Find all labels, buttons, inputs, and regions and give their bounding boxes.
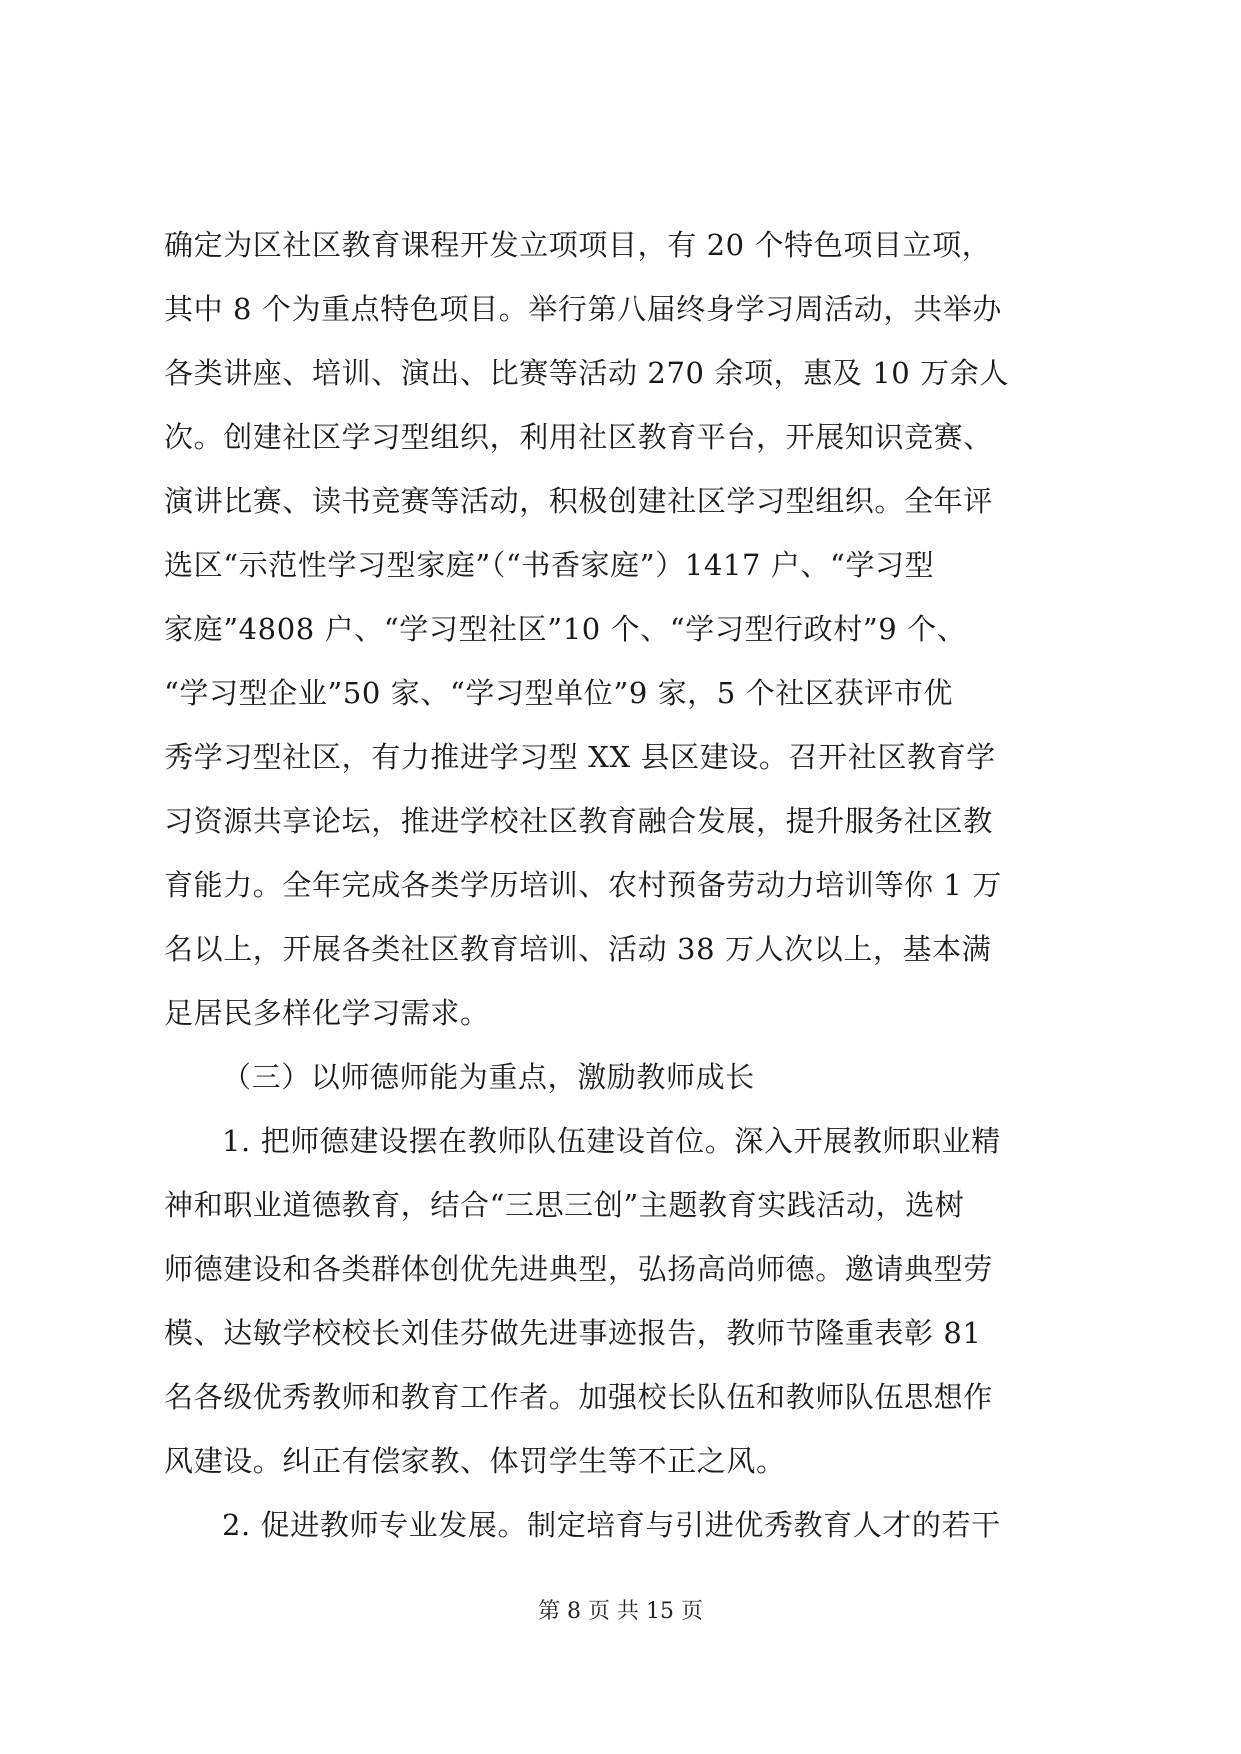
text-line: 名各级优秀教师和教育工作者。加强校长队伍和教师队伍思想作 <box>164 1380 993 1414</box>
text-line: 足居民多样化学习需求。 <box>164 996 490 1030</box>
text-line: 师德建设和各类群体创优先进典型，弘扬高尚师德。邀请典型劳 <box>164 1252 993 1286</box>
text-line: 确定为区社区教育课程开发立项项目，有 20 个特色项目立项， <box>164 228 992 262</box>
text-line: 次。创建社区学习型组织，利用社区教育平台，开展知识竞赛、 <box>164 420 993 454</box>
text-line: 风建设。纠正有偿家教、体罚学生等不正之风。 <box>164 1444 786 1478</box>
text-line: 其中 8 个为重点特色项目。举行第八届终身学习周活动，共举办 <box>164 292 1002 326</box>
text-line: 秀学习型社区，有力推进学习型 XX 县区建设。召开社区教育学 <box>164 740 996 774</box>
page-number-footer: 第 8 页 共 15 页 <box>538 1599 703 1624</box>
text-line: 各类讲座、培训、演出、比赛等活动 270 余项，惠及 10 万余人 <box>164 356 1009 390</box>
text-line: 神和职业道德教育，结合“三思三创”主题教育实践活动，选树 <box>164 1188 965 1222</box>
section-heading: （三）以师德师能为重点，激励教师成长 <box>222 1060 755 1094</box>
text-line: “学习型企业”50 家、“学习型单位”9 家，5 个社区获评市优 <box>164 676 953 710</box>
paragraph-first-line: 2. 促进教师专业发展。制定培育与引进优秀教育人才的若干 <box>222 1508 1001 1542</box>
paragraph-first-line: 1. 把师德建设摆在教师队伍建设首位。深入开展教师职业精 <box>222 1124 1001 1158</box>
text-line: 习资源共享论坛，推进学校社区教育融合发展，提升服务社区教 <box>164 804 993 838</box>
text-line: 选区“示范性学习型家庭”（“书香家庭”）1417 户、“学习型 <box>164 548 935 582</box>
text-line: 演讲比赛、读书竞赛等活动，积极创建社区学习型组织。全年评 <box>164 484 993 518</box>
text-line: 育能力。全年完成各类学历培训、农村预备劳动力培训等你 1 万 <box>164 868 1002 902</box>
document-body <box>164 213 1079 1557</box>
text-line: 家庭”4808 户、“学习型社区”10 个、“学习型行政村”9 个、 <box>164 612 967 646</box>
text-line: 模、达敏学校校长刘佳芬做先进事迹报告，教师节隆重表彰 81 <box>164 1316 982 1350</box>
text-line: 名以上，开展各类社区教育培训、活动 38 万人次以上，基本满 <box>164 932 992 966</box>
